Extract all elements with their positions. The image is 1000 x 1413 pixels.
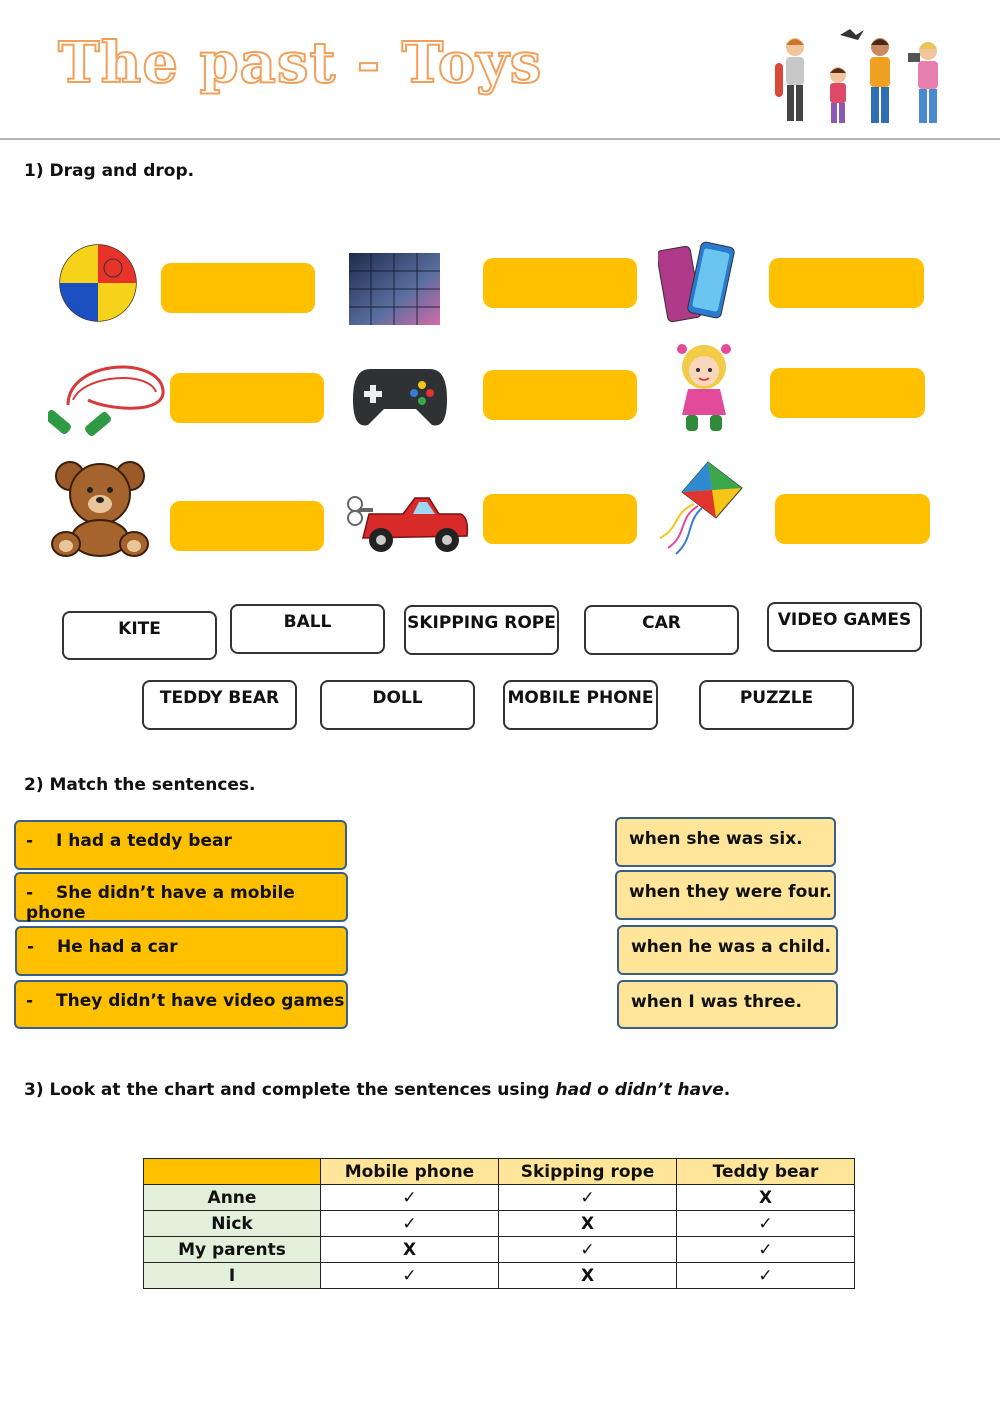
word-puzzle[interactable]: PUZZLE xyxy=(699,680,854,730)
cell-mark: ✓ xyxy=(321,1211,499,1237)
match-left-2[interactable] xyxy=(14,872,348,922)
mobile-phone-image[interactable] xyxy=(658,240,736,326)
word-mobile-phone[interactable]: MOBILE PHONE xyxy=(503,680,658,730)
drop-zone-skipping-rope[interactable] xyxy=(170,373,324,423)
row-name: Nick xyxy=(144,1211,321,1237)
instruction-text: 3) Look at the chart and complete the sentences using xyxy=(24,1080,556,1100)
bullet-dash: - xyxy=(27,937,35,957)
car-image[interactable] xyxy=(343,488,471,556)
word-teddy-bear[interactable]: TEDDY BEAR xyxy=(142,680,297,730)
word-video-games[interactable]: VIDEO GAMES xyxy=(767,602,922,652)
word-doll[interactable]: DOLL xyxy=(320,680,475,730)
word-kite[interactable]: KITE xyxy=(62,611,217,660)
match-left-3[interactable] xyxy=(15,926,348,976)
section3-instruction xyxy=(24,1080,730,1100)
cell-mark: X xyxy=(499,1263,677,1289)
match-right-3[interactable]: when he was a child. xyxy=(617,925,838,975)
doll-image[interactable] xyxy=(666,343,742,435)
table-row xyxy=(144,1211,855,1237)
cell-mark: ✓ xyxy=(321,1185,499,1211)
match-left-text: I had a teddy bear xyxy=(56,831,232,851)
kite-image[interactable] xyxy=(658,460,744,556)
match-right-4[interactable]: when I was three. xyxy=(617,980,838,1029)
col-header-mobile-phone: Mobile phone xyxy=(321,1159,499,1185)
drop-zone-car[interactable] xyxy=(483,494,637,544)
match-left-text: They didn’t have video games xyxy=(56,991,345,1011)
drop-zone-mobile-phone[interactable] xyxy=(769,258,924,308)
instruction-period: . xyxy=(723,1080,731,1100)
page-title: The past - Toys xyxy=(58,30,543,96)
col-header-teddy-bear: Teddy bear xyxy=(677,1159,855,1185)
drop-zone-ball[interactable] xyxy=(161,263,315,313)
ball-image[interactable] xyxy=(58,243,138,323)
skipping-rope-image[interactable] xyxy=(48,360,168,440)
bullet-dash: - xyxy=(26,831,34,851)
children-illustration xyxy=(770,25,960,130)
table-corner xyxy=(144,1159,321,1185)
cell-mark: ✓ xyxy=(677,1263,855,1289)
match-right-1[interactable]: when she was six. xyxy=(615,817,836,867)
match-left-text: She didn’t have a mobile phone xyxy=(26,883,295,923)
col-header-skipping-rope: Skipping rope xyxy=(499,1159,677,1185)
drop-zone-doll[interactable] xyxy=(770,368,925,418)
cell-mark: ✓ xyxy=(321,1263,499,1289)
drop-zone-kite[interactable] xyxy=(775,494,930,544)
match-left-4[interactable] xyxy=(14,980,348,1029)
word-car[interactable]: CAR xyxy=(584,605,739,655)
cell-mark: ✓ xyxy=(677,1237,855,1263)
video-games-image[interactable] xyxy=(352,363,448,431)
drop-zone-puzzle[interactable] xyxy=(483,258,637,308)
match-left-1[interactable] xyxy=(14,820,347,870)
header-divider xyxy=(0,138,1000,140)
section1-instruction: 1) Drag and drop. xyxy=(24,161,195,181)
cell-mark: ✓ xyxy=(677,1211,855,1237)
cell-mark: ✓ xyxy=(499,1237,677,1263)
teddy-bear-image[interactable] xyxy=(46,458,154,558)
row-name: Anne xyxy=(144,1185,321,1211)
table-row xyxy=(144,1263,855,1289)
bullet-dash: - xyxy=(26,883,34,903)
puzzle-image[interactable] xyxy=(349,253,440,325)
instruction-emphasis: had o didn’t have xyxy=(555,1080,724,1100)
match-left-text: He had a car xyxy=(57,937,178,957)
cell-mark: X xyxy=(321,1237,499,1263)
drop-zone-video-games[interactable] xyxy=(483,370,637,420)
match-right-2[interactable]: when they were four. xyxy=(615,870,836,920)
cell-mark: X xyxy=(499,1211,677,1237)
row-name: I xyxy=(144,1263,321,1289)
section2-instruction: 2) Match the sentences. xyxy=(24,775,256,795)
cell-mark: ✓ xyxy=(499,1185,677,1211)
toys-chart xyxy=(143,1158,855,1289)
cell-mark: X xyxy=(677,1185,855,1211)
word-skipping-rope[interactable]: SKIPPING ROPE xyxy=(404,605,559,655)
table-row xyxy=(144,1185,855,1211)
table-row xyxy=(144,1237,855,1263)
word-ball[interactable]: BALL xyxy=(230,604,385,654)
drop-zone-teddy-bear[interactable] xyxy=(170,501,324,551)
bullet-dash: - xyxy=(26,991,34,1011)
row-name: My parents xyxy=(144,1237,321,1263)
